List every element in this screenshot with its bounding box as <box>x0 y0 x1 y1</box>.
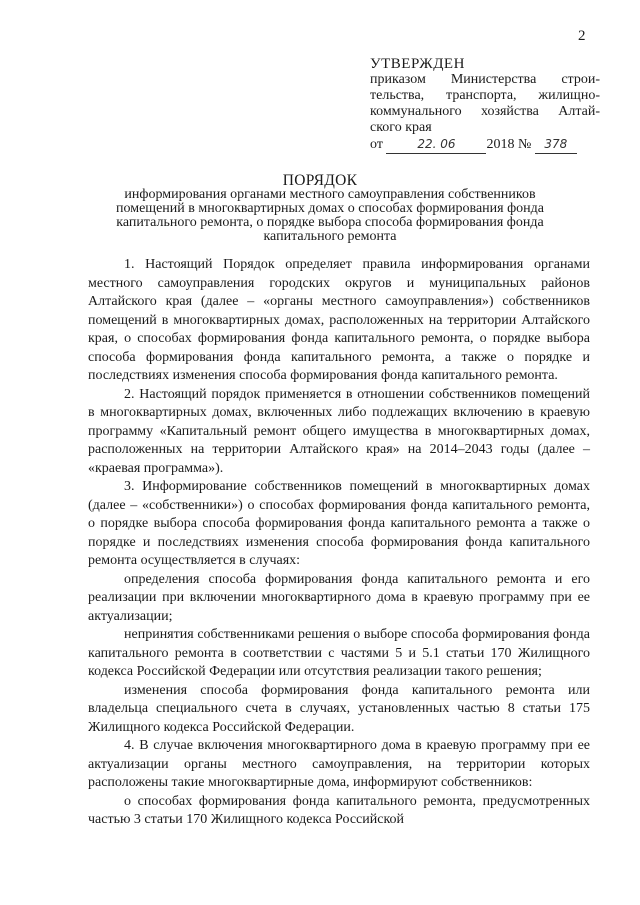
number-blank <box>535 136 577 154</box>
paragraph: изменения способа формирования фонда капитального ремонта или владельца специального счета в случаях, установленных частью 8 статьи 175 Жилищного кодекса Российской Федерации. <box>88 682 590 735</box>
handwritten-number: 378 <box>544 137 568 151</box>
handwritten-date: 22. 06 <box>417 137 456 151</box>
paragraph: непринятия собственниками решения о выборе способа формирования фонда капитального ремонта в соответствии с частями 5 и 5.1 статьи 170 Жилищного кодекса Российской Федерации или отсутствия реализации такого решения; <box>88 627 590 679</box>
year-and-number-label: 2018 № <box>486 137 532 152</box>
paragraph: 2. Настоящий порядок применяется в отношении собственников помещений в многоквартирных домах, включенных либо подлежащих включению в краевую программу «Капитальный ремонт общего имущества в многоквартирных домах, расположенных на территории Алтайского края» на 2014–2043 годы (далее – «краевая программа»). <box>88 386 590 476</box>
date-blank <box>386 136 486 154</box>
approval-line: тельства, транспорта, жилищно- <box>370 88 600 103</box>
document-title: ПОРЯДОК <box>282 172 358 189</box>
page-number: 2 <box>578 28 586 44</box>
approval-title: УТВЕРЖДЕН <box>370 56 465 72</box>
approval-line: приказом Министерства строи- <box>370 72 600 87</box>
approval-line: коммунального хозяйства Алтай- <box>370 104 600 119</box>
date-prefix: от <box>370 137 383 152</box>
paragraph: определения способа формирования фонда капитального ремонта и его реализации при включении многоквартирного дома в краевую программу при ее актуализации; <box>88 571 590 624</box>
paragraph: о способах формирования фонда капитального ремонта, предусмотренных частью 3 статьи 170 Жилищного кодекса Российской <box>88 793 590 827</box>
paragraph: 3. Информирование собственников помещений в многоквартирных домах (далее – «собственники») о способах формирования фонда капитального ремонта, о порядке выбора способа формирования фонда капитального ремонта а также о порядке и последствиях изменения способа формирования фонда капитального ремонта осуществляется в случаях: <box>88 479 590 568</box>
document-body <box>88 256 590 830</box>
document-subtitle: информирования органами местного самоуправления собственников помещений в многоквартирных домах о способах формирования фонда капитального ремонта, о порядке выбора способа формирования фонда капитального ремонта <box>115 187 544 244</box>
paragraph: 4. В случае включения многоквартирного дома в краевую программу при ее актуализации органы местного самоуправления, на территории которых расположены такие многоквартирные дома, информируют собственников: <box>88 738 590 790</box>
approval-block <box>370 56 600 154</box>
paragraph: 1. Настоящий Порядок определяет правила информирования органами местного самоуправления городских округов и муниципальных районов Алтайского края (далее – «органы местного самоуправления») собственников помещений в многоквартирных домах, расположенных на территории Алтайского края, о способах формирования фонда капитального ремонта, о порядке выбора способа формирования фонда капитального ремонта, а также о порядке и последствиях изменения способа формирования фонда капитального ремонта. <box>88 257 590 383</box>
approval-line: ского края <box>370 120 432 135</box>
approval-date-line <box>370 136 600 154</box>
